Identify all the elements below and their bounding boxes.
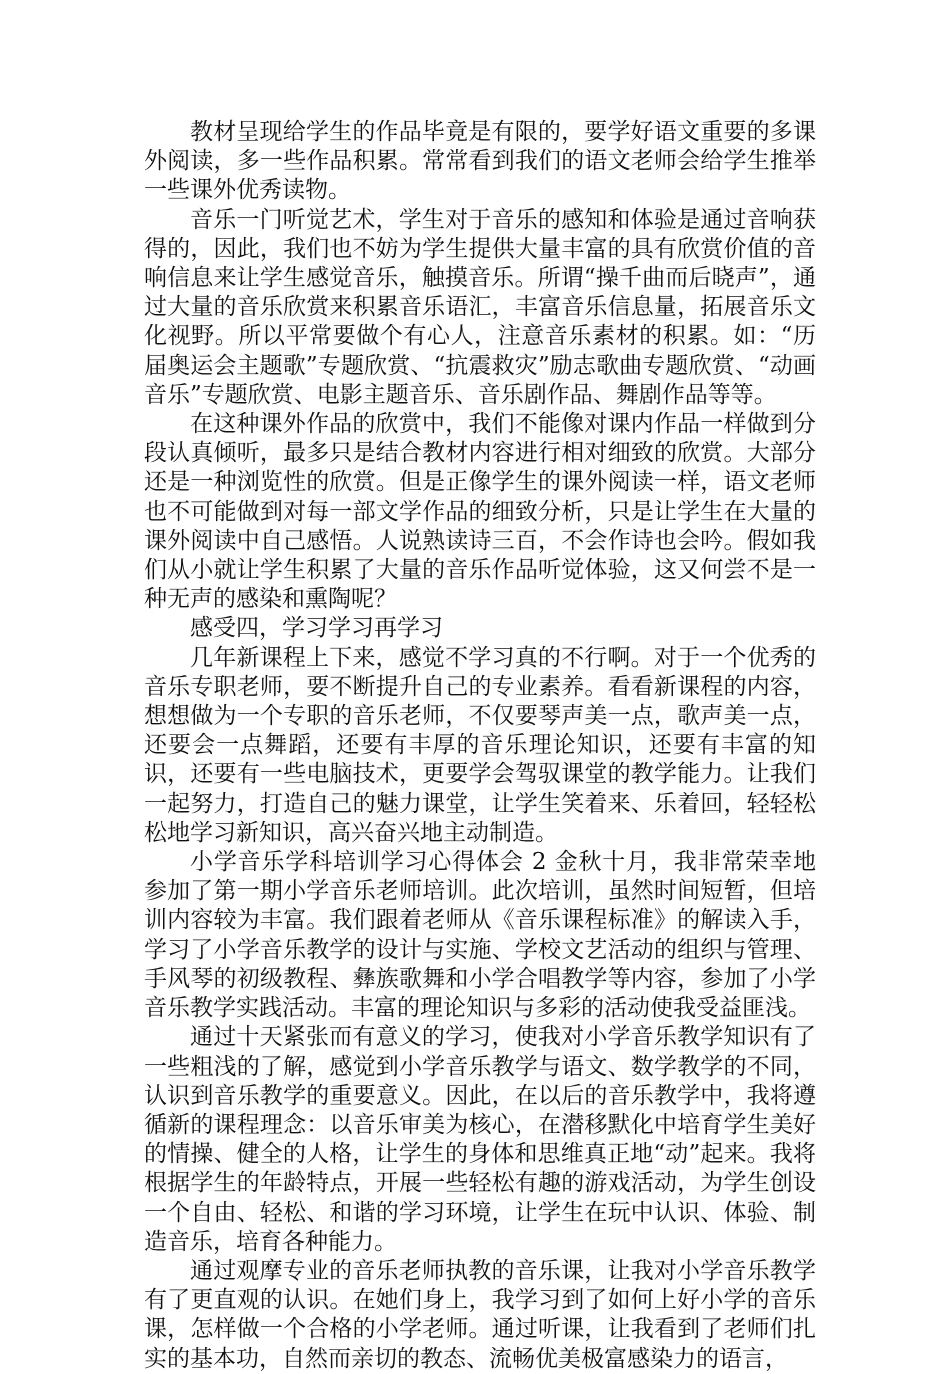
paragraph-7: 通过十天紧张而有意义的学习，使我对小学音乐教学知识有了一些粗浅的了解，感觉到小学音乐教学与语文、数学教学的不同，认识到音乐教学的重要意义。因此，在以后的音乐教学中，我将遵循新的课程理念：以音乐审美为核心，在潜移默化中培育学生美好的情操、健全的人格，让学生的身体和思维真正地“动”起来。我将根据学生的年龄特点，开展一些轻松有趣的游戏活动，为学生创设一个自由、轻松、和谐的学习环境，让学生在玩中认识、体验、制造音乐，培育各种能力。 [144, 1024, 816, 1255]
paragraph-3: 在这种课外作品的欣赏中，我们不能像对课内作品一样做到分段认真倾听，最多只是结合教材内容进行相对细致的欣赏。大部分还是一种浏览性的欣赏。但是正像学生的课外阅读一样，语文老师也不可能做到对每一部文学作品的细致分析，只是让学生在大量的课外阅读中自己感悟。人说熟读诗三百，不会作诗也会吟。假如我们从小就让学生积累了大量的音乐作品听觉体验，这又何尝不是一种无声的感染和熏陶呢？ [144, 411, 816, 613]
paragraph-8: 通过观摩专业的音乐老师执教的音乐课，让我对小学音乐教学有了更直观的认识。在她们身上，我学习到了如何上好小学的音乐课，怎样做一个合格的小学老师。通过听课，让我看到了老师们扎实的基本功，自然而亲切的教态、流畅优美极富感染力的语言， [144, 1257, 816, 1372]
paragraph-5: 几年新课程上下来，感觉不学习真的不行啊。对于一个优秀的音乐专职老师，要不断提升自己的专业素养。看看新课程的内容，想想做为一个专职的音乐老师，不仅要琴声美一点，歌声美一点，还要会一点舞蹈，还要有丰厚的音乐理论知识，还要有丰富的知识，还要有一些电脑技术，更要学会驾驭课堂的教学能力。让我们一起努力，打造自己的魅力课堂，让学生笑着来、乐着回，轻轻松松地学习新知识，高兴奋兴地主动制造。 [144, 644, 816, 846]
paragraph-6: 小学音乐学科培训学习心得体会 2 金秋十月，我非常荣幸地参加了第一期小学音乐老师培训。此次培训，虽然时间短暂，但培训内容较为丰富。我们跟着老师从《音乐课程标准》的解读入手，学习了小学音乐教学的设计与实施、学校文艺活动的组织与管理、手风琴的初级教程、彝族歌舞和小学合唱教学等内容，参加了小学音乐教学实践活动。丰富的理论知识与多彩的活动使我受益匪浅。 [144, 849, 816, 1022]
section-heading: 感受四，学习学习再学习 [190, 615, 443, 642]
document-page [144, 118, 816, 1374]
paragraph-2: 音乐一门听觉艺术，学生对于音乐的感知和体验是通过音响获得的，因此，我们也不妨为学生提供大量丰富的具有欣赏价值的音响信息来让学生感觉音乐，触摸音乐。所谓“操千曲而后晓声”，通过大量的音乐欣赏来积累音乐语汇，丰富音乐信息量，拓展音乐文化视野。所以平常要做个有心人，注意音乐素材的积累。如：“历届奥运会主题歌”专题欣赏、“抗震救灾”励志歌曲专题欣赏、“动画音乐”专题欣赏、电影主题音乐、音乐剧作品、舞剧作品等等。 [144, 206, 816, 408]
paragraph-1: 教材呈现给学生的作品毕竟是有限的，要学好语文重要的多课外阅读，多一些作品积累。常常看到我们的语文老师会给学生推举一些课外优秀读物。 [144, 119, 816, 204]
